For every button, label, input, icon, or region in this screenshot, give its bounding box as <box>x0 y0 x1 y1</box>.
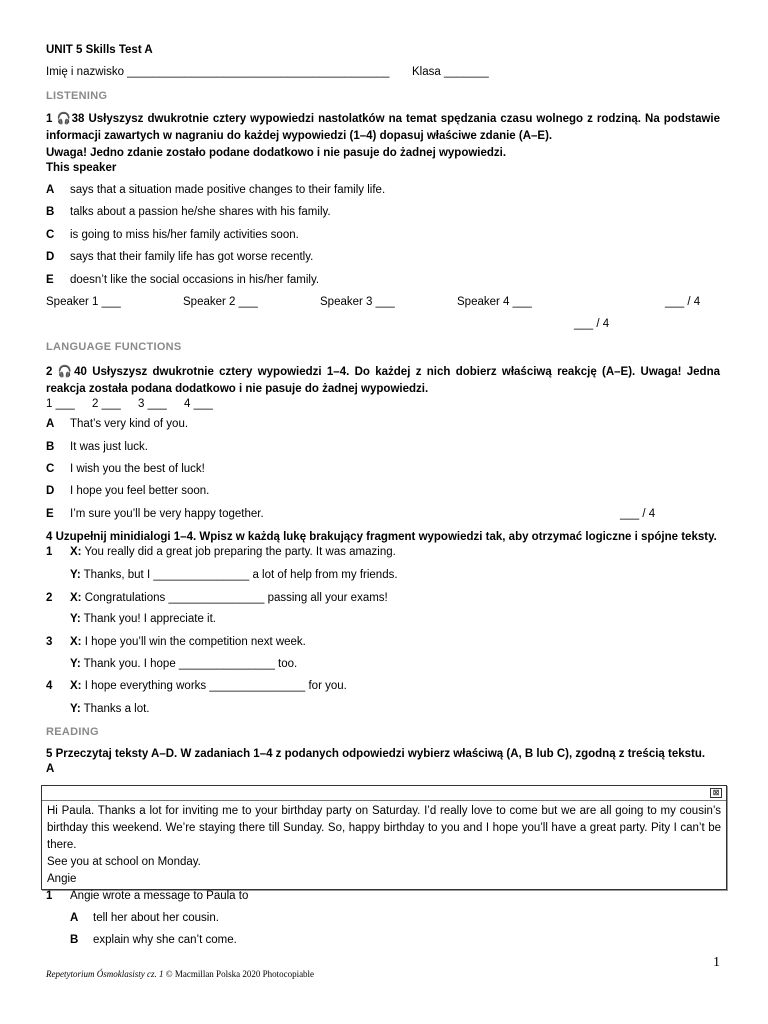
option-text: is going to miss his/her family activities soon. <box>70 229 299 241</box>
option-letter: C <box>46 463 55 475</box>
option-letter: E <box>46 508 54 520</box>
option-letter: B <box>46 206 55 218</box>
option-text: I wish you the best of luck! <box>70 463 205 475</box>
dialogue-x-line[interactable]: X: Congratulations _______________ passing all your exams! <box>70 592 388 604</box>
option-text: says that their family life has got worse recently. <box>70 251 314 263</box>
name-label: Imię i nazwisko _________________________________________ <box>46 66 390 78</box>
task1-prompt: This speaker <box>46 162 117 174</box>
message-titlebar <box>42 786 726 801</box>
task1-note: Uwaga! Jedno zdanie zostało podane dodatkowo i nie pasuje do żadnej wypowiedzi. <box>46 147 507 159</box>
dialogue-y-line[interactable]: Y: Thank you. I hope _______________ too. <box>70 658 298 670</box>
message-body <box>47 803 721 888</box>
reading-heading: READING <box>46 726 99 738</box>
answer-letter: A <box>70 912 79 924</box>
message-signature: Angie <box>47 873 77 885</box>
class-field[interactable]: _______ <box>443 66 489 78</box>
answer-slot-3[interactable]: 3 ___ <box>138 398 167 410</box>
task1-score: ___ / 4 <box>665 296 701 308</box>
dialogue-y-line: Y: Thank you! I appreciate it. <box>70 613 216 625</box>
task1-instruction: 1 🎧38 Usłyszysz dwukrotnie cztery wypowiedzi nastolatków na temat spędzania czasu wolnego z rodziną. Na podstawie informacji zawartych w nagraniu do każdej wypowiedzi (1–4) dopasuj właściwe zdanie (A–E). <box>46 113 720 142</box>
class-label: Klasa _______ <box>412 66 489 78</box>
option-text: says that a situation made positive changes to their family life. <box>70 184 386 196</box>
listening-total-score: ___ / 4 <box>574 318 610 330</box>
option-text: doesn’t like the social occasions in his/her family. <box>70 274 320 286</box>
option-text: That’s very kind of you. <box>70 418 189 430</box>
dialogue-y-line: Y: Thanks a lot. <box>70 703 150 715</box>
option-letter: D <box>46 485 55 497</box>
close-icon[interactable]: ⊠ <box>710 788 722 798</box>
page-number: 1 <box>713 955 720 970</box>
task4-instruction: 4 Uzupełnij minidialogi 1–4. Wpisz w każdą lukę brakujący fragment wypowiedzi tak, aby otrzymać logiczne i spójne teksty. <box>46 531 717 543</box>
test-title: UNIT 5 Skills Test A <box>46 44 153 56</box>
message-window <box>41 785 727 890</box>
task2-score: ___ / 4 <box>620 508 656 520</box>
dialogue-number: 2 <box>46 592 53 604</box>
answer-letter: B <box>70 934 79 946</box>
option-letter: A <box>46 184 55 196</box>
message-text: Hi Paula. Thanks a lot for inviting me to your birthday party on Saturday. I’d really love to come but we are all going to my cousin’s birthday this weekend. We’re staying there till Sunday. So, happy birthday to you and I hope you’ll have a great party. Pity I can’t be there. <box>47 805 721 851</box>
dialogue-x-line: X: You really did a great job preparing the party. It was amazing. <box>70 546 396 558</box>
speaker-answer-4[interactable]: Speaker 4 ___ <box>457 296 532 308</box>
question-text: Angie wrote a message to Paula to <box>70 890 249 902</box>
dialogue-y-line[interactable]: Y: Thanks, but I _______________ a lot of help from my friends. <box>70 569 398 581</box>
answer-option-a[interactable]: tell her about her cousin. <box>93 912 219 924</box>
dialogue-number: 3 <box>46 636 53 648</box>
text-label: A <box>46 763 55 775</box>
option-letter: D <box>46 251 55 263</box>
speaker-answer-1[interactable]: Speaker 1 ___ <box>46 296 121 308</box>
listening-heading: LISTENING <box>46 90 108 102</box>
speaker-answer-3[interactable]: Speaker 3 ___ <box>320 296 395 308</box>
dialogue-number: 1 <box>46 546 53 558</box>
option-letter: C <box>46 229 55 241</box>
name-field[interactable]: _________________________________________ <box>127 66 390 78</box>
question-number: 1 <box>46 890 53 902</box>
dialogue-x-line: X: I hope you’ll win the competition next week. <box>70 636 306 648</box>
message-closing: See you at school on Monday. <box>47 856 201 868</box>
answer-slot-1[interactable]: 1 ___ <box>46 398 75 410</box>
footer-copyright: Repetytorium Ósmoklasisty cz. 1 © Macmillan Polska 2020 Photocopiable <box>46 969 315 979</box>
option-letter: B <box>46 441 55 453</box>
dialogue-number: 4 <box>46 680 53 692</box>
answer-option-b[interactable]: explain why she can’t come. <box>93 934 237 946</box>
dialogue-x-line[interactable]: X: I hope everything works _______________ for you. <box>70 680 347 692</box>
option-text: talks about a passion he/she shares with his family. <box>70 206 331 218</box>
answer-slot-4[interactable]: 4 ___ <box>184 398 213 410</box>
option-letter: A <box>46 418 55 430</box>
task2-instruction: 2 🎧40 Usłyszysz dwukrotnie cztery wypowiedzi 1–4. Do każdej z nich dobierz właściwą reakcję (A–E). Uwaga! Jedna reakcja została podana dodatkowo i nie pasuje do żadnej wypowiedzi. <box>46 366 720 395</box>
option-text: It was just luck. <box>70 441 148 453</box>
language-functions-heading: LANGUAGE FUNCTIONS <box>46 341 182 353</box>
answer-slot-2[interactable]: 2 ___ <box>92 398 121 410</box>
option-letter: E <box>46 274 54 286</box>
option-text: I hope you feel better soon. <box>70 485 210 497</box>
task5-instruction: 5 Przeczytaj teksty A–D. W zadaniach 1–4 z podanych odpowiedzi wybierz właściwą (A, B lub C), zgodną z treścią tekstu. <box>46 748 706 760</box>
option-text: I’m sure you’ll be very happy together. <box>70 508 264 520</box>
speaker-answer-2[interactable]: Speaker 2 ___ <box>183 296 258 308</box>
